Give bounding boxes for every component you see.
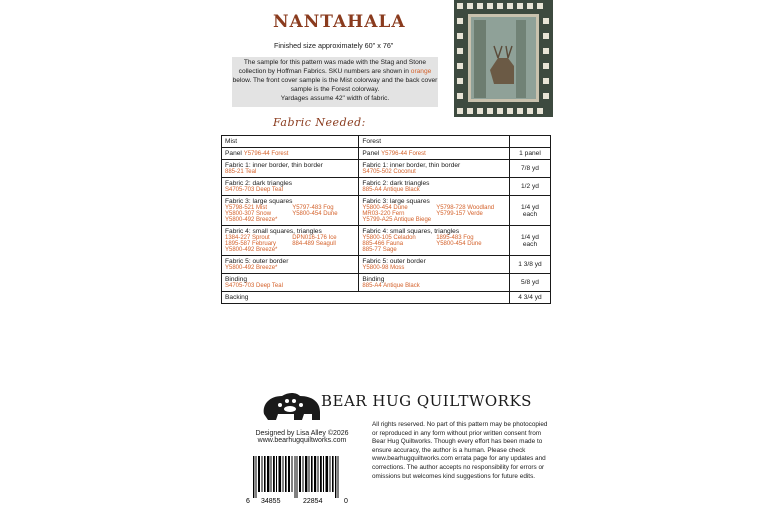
barcode-digit-3: 22854 [303,498,323,505]
fabric-label: Fabric 4: small squares, triangles [362,228,460,235]
fabric-label: Fabric 1: inner border, thin border [362,162,461,169]
amount-cell: 7/8 yd [510,160,551,178]
fabric-label: Fabric 5: outer border [225,258,289,265]
sku: 1895-483 Fog [436,235,474,241]
fabric-label: Fabric 1: inner border, thin border [225,162,323,169]
intro-text-3: Yardages assume 42" width of fabric. [280,95,390,102]
table-row [222,160,551,178]
fabric-label: Fabric 3: large squares [362,198,430,205]
amount-cell: 1 panel [510,148,551,160]
sku: S4705-703 Deep Teal [225,283,283,289]
designer-credit [237,430,367,444]
intro-text-1: The sample for this pattern was made with the Stag and Stone collection by Hoffman Fabrics. SKU numbers are shown in [238,59,427,75]
header-amount [510,136,551,148]
sku: 885-A4 Antique Black [362,283,420,289]
sku: Y5800-105 Celadon [362,235,416,241]
sku: Y5799-A25 Antique Biege [362,217,432,223]
table-row [222,178,551,196]
amount-cell: 4 3/4 yd [510,292,551,304]
mist-cell [222,274,359,292]
sku: Y5800-454 Dune [362,205,408,211]
amount-cell: 5/8 yd [510,274,551,292]
fabric-table [221,135,551,304]
fabric-label: Binding [362,276,385,283]
table-row [222,226,551,256]
quilt-cover-thumbnail [454,0,553,117]
sku: Y5797-483 Fog [292,205,334,211]
bear-logo-icon [260,390,324,424]
sku: Y5799-157 Verde [436,211,483,217]
sku: Y5800-492 Breeze* [225,217,278,223]
table-row [222,274,551,292]
brand-name: BEAR HUG QUILTWORKS [321,392,532,410]
website-line: www.bearhugquiltworks.com [257,437,347,444]
intro-box [232,57,438,107]
barcode [245,456,351,505]
sku: 1384-227 Sprout [225,235,270,241]
sku: 885-21 Teal [225,169,257,175]
sku: S4705-502 Coconut [362,169,416,175]
table-row [222,148,551,160]
mist-cell [222,160,359,178]
sku: Y5800-454 Dune [436,241,482,247]
sku: DPN016-176 Ice [292,235,337,241]
header-forest: Forest [359,136,510,148]
forest-cell [359,160,510,178]
backing-cell: Backing [222,292,510,304]
forest-cell [359,226,510,256]
table-row [222,292,551,304]
amount-cell: 1/4 yd each [510,226,551,256]
pattern-title: NANTAHALA [273,12,406,32]
sku: 885-A4 Antique Black [362,187,420,193]
fabric-label: Fabric 2: dark triangles [362,180,430,187]
table-header-row [222,136,551,148]
intro-text-2: below. The front cover sample is the Mist colorway and the back cover sample is the Forest colorway. [232,77,438,93]
forest-cell [359,148,510,160]
table-row [222,256,551,274]
intro-orange-word: orange [410,68,432,75]
fabric-label: Panel [225,150,242,157]
designer-line: Designed by Lisa Alley ©2026 [255,430,349,437]
sku: Y5800-98 Moss [362,265,405,271]
fabric-label: Fabric 2: dark triangles [225,180,293,187]
sku: 885-466 Fauna [362,241,404,247]
fabric-label: Fabric 3: large squares [225,198,293,205]
amount-cell: 1/2 yd [510,178,551,196]
forest-cell [359,178,510,196]
finished-size: Finished size approximately 60" x 76" [274,41,394,50]
forest-cell [359,196,510,226]
barcode-digit-1: 6 [246,498,250,505]
mist-cell [222,196,359,226]
rights-notice: All rights reserved. No part of this pattern may be photocopied or reproduced in any form without prior written consent from Bear Hug Quiltworks. Though every effort has been made to ensure accuracy, the author is a human. Please check www.bearhugquiltworks.com errata page for any updates and corrections. The author accepts no responsibility for errors or omissions but welcomes kind suggestions for future edits. [372,421,548,480]
sku: Y5800-307 Snow [225,211,272,217]
sku: Y5800-492 Breeze* [225,265,278,271]
mist-cell [222,226,359,256]
sku: Y5798-521 Mist [225,205,268,211]
sku: Y5796-44 Forest [243,151,289,157]
header-mist: Mist [222,136,359,148]
sku: MR03-220 Fern [362,211,405,217]
barcode-digit-4: 0 [344,498,348,505]
sku: Y5798-728 Woodland [436,205,495,211]
forest-cell [359,256,510,274]
fabric-label: Panel [362,150,380,157]
forest-cell [359,274,510,292]
quilt-pattern-image [454,0,553,117]
mist-cell [222,256,359,274]
sku: 1895-587 February [225,241,277,247]
barcode-digit-2: 34855 [261,498,281,505]
amount-cell: 1/4 yd each [510,196,551,226]
sku: Y5800-492 Breeze* [225,247,278,253]
mist-cell [222,148,359,160]
sku: Y5796-44 Forest [381,151,426,157]
sku: S4705-703 Deep Teal [225,187,283,193]
table-row [222,196,551,226]
mist-cell [222,178,359,196]
fabric-label: Binding [225,276,247,283]
sku: 885-77 Sage [362,247,397,253]
fabric-label: Fabric 4: small squares, triangles [225,228,322,235]
sku: 884-489 Seagull [292,241,336,247]
fabric-needed-heading: Fabric Needed: [273,116,366,129]
amount-cell: 1 3/8 yd [510,256,551,274]
fabric-label: Fabric 5: outer border [362,258,426,265]
sku: Y5800-454 Dune [292,211,338,217]
